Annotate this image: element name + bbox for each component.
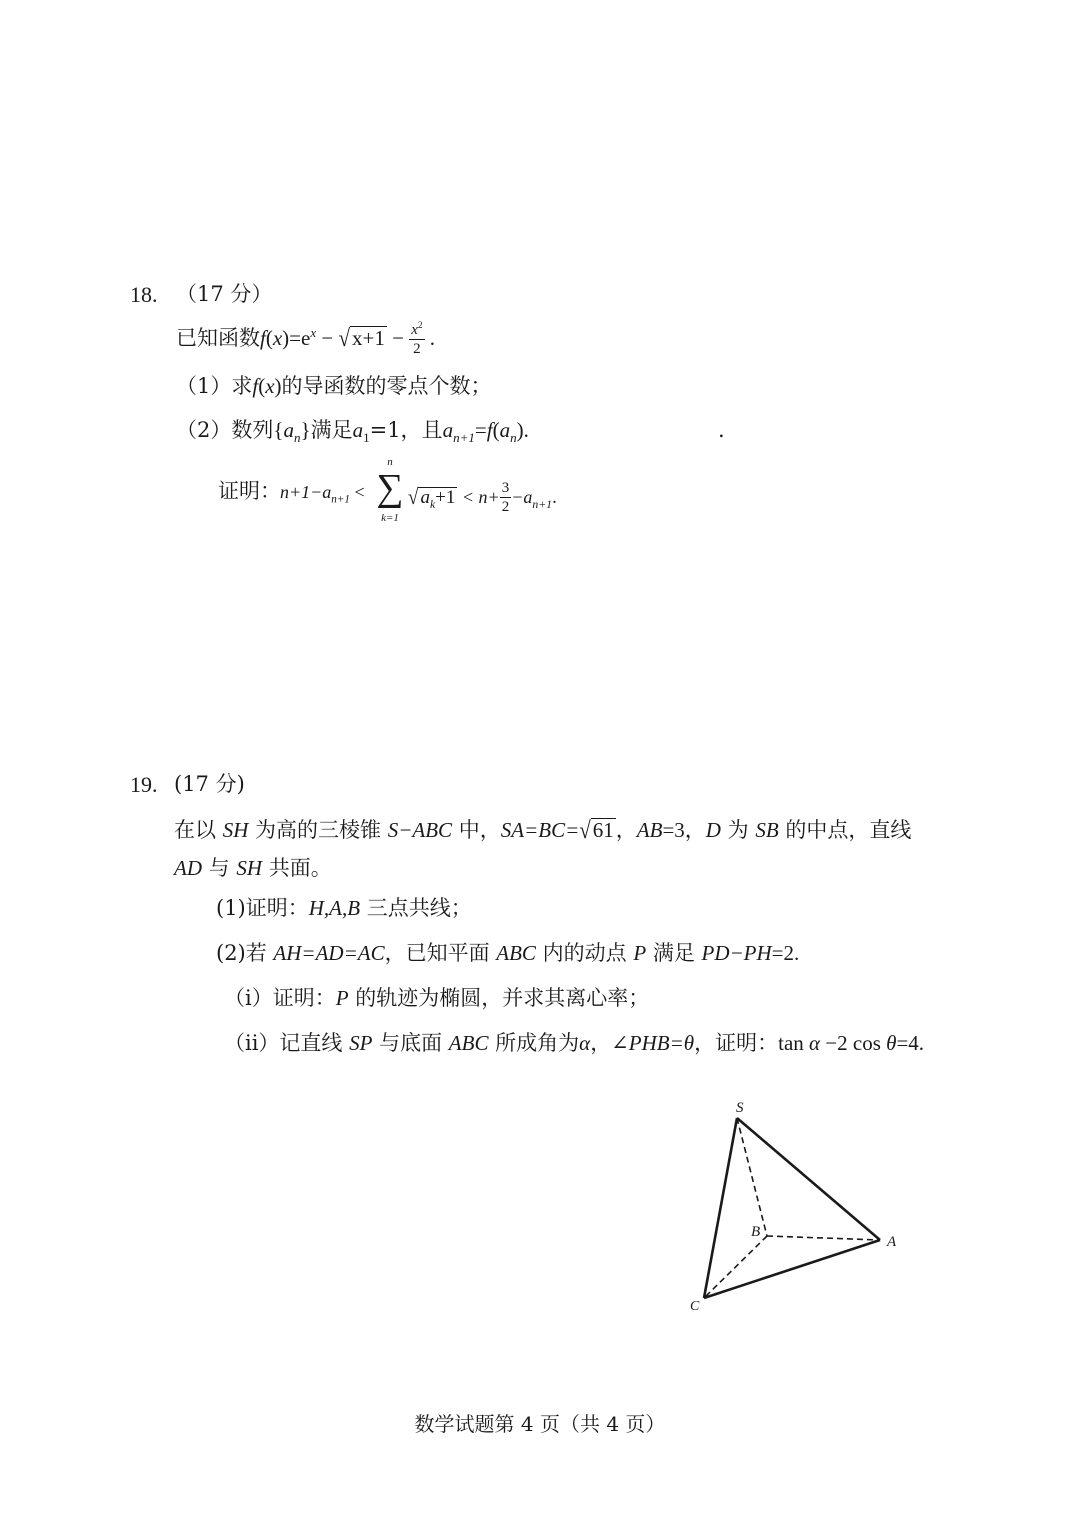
q18-part2: （2）数列$\{a_n\}$满足$a_1=1$，且$a_{n+1}=f(a_n)$. (176, 418, 529, 446)
q19-line2: AD 与 SH 共面。 (174, 856, 332, 880)
label-S: S (736, 1100, 744, 1116)
page-footer: 数学试题第 4 页（共 4 页） (414, 1412, 666, 1436)
q18-proof-rhs: √ $a_k+1 < n+$ $\frac{3}{2}$ $-a_{n+1}$. (408, 480, 557, 515)
edge-SA (737, 1118, 880, 1240)
q19-line1: 在以 SH 为高的三棱锥 S−ABC 中，SA=BC=√61，AB=3，D 为 SB 的中点，直线 (174, 816, 912, 844)
q19-sub1: （i）证明：P 的轨迹为椭圆，并求其离心率； (224, 986, 650, 1010)
edge-SC (704, 1118, 737, 1298)
q19-points: (17 分) (174, 772, 245, 796)
edge-SB (737, 1118, 767, 1236)
q18-proof-label: 证明： (218, 479, 281, 503)
label-C: C (690, 1299, 700, 1314)
label-A: A (887, 1234, 897, 1250)
q18-stray-dot: . (718, 418, 725, 442)
q19-part2: (2)若 AH=AD=AC，已知平面 ABC 内的动点 P 满足 PD−PH=2. (216, 941, 800, 965)
label-B: B (751, 1224, 761, 1240)
sum-symbol: ∑ (376, 467, 404, 509)
sum-lower-limit: k=1 (381, 512, 399, 524)
q19-sub2: （ii）记直线 SP 与底面 ABC 所成角为α，∠PHB=θ，证明：tan α −2 cos θ=4. (224, 1031, 925, 1055)
q19-part1: (1)证明：H,A,B 三点共线； (216, 896, 472, 920)
edge-BA (767, 1236, 880, 1240)
edge-CA (704, 1240, 880, 1298)
q18-stem: 已知函数$f(x)=e^x - √x+1$ − $\frac{x^2}{2}$ . (176, 321, 436, 357)
q18-points: （17 分） (176, 282, 273, 306)
q18-part1: （1）求f(x)的导函数的零点个数； (176, 374, 492, 398)
q19-number: 19. (130, 772, 158, 797)
q18-proof-lhs: $n+1-a_{n+1}$ < (280, 482, 365, 506)
sum-upper-limit: n (387, 456, 393, 468)
q18-number: 18. (130, 282, 158, 307)
